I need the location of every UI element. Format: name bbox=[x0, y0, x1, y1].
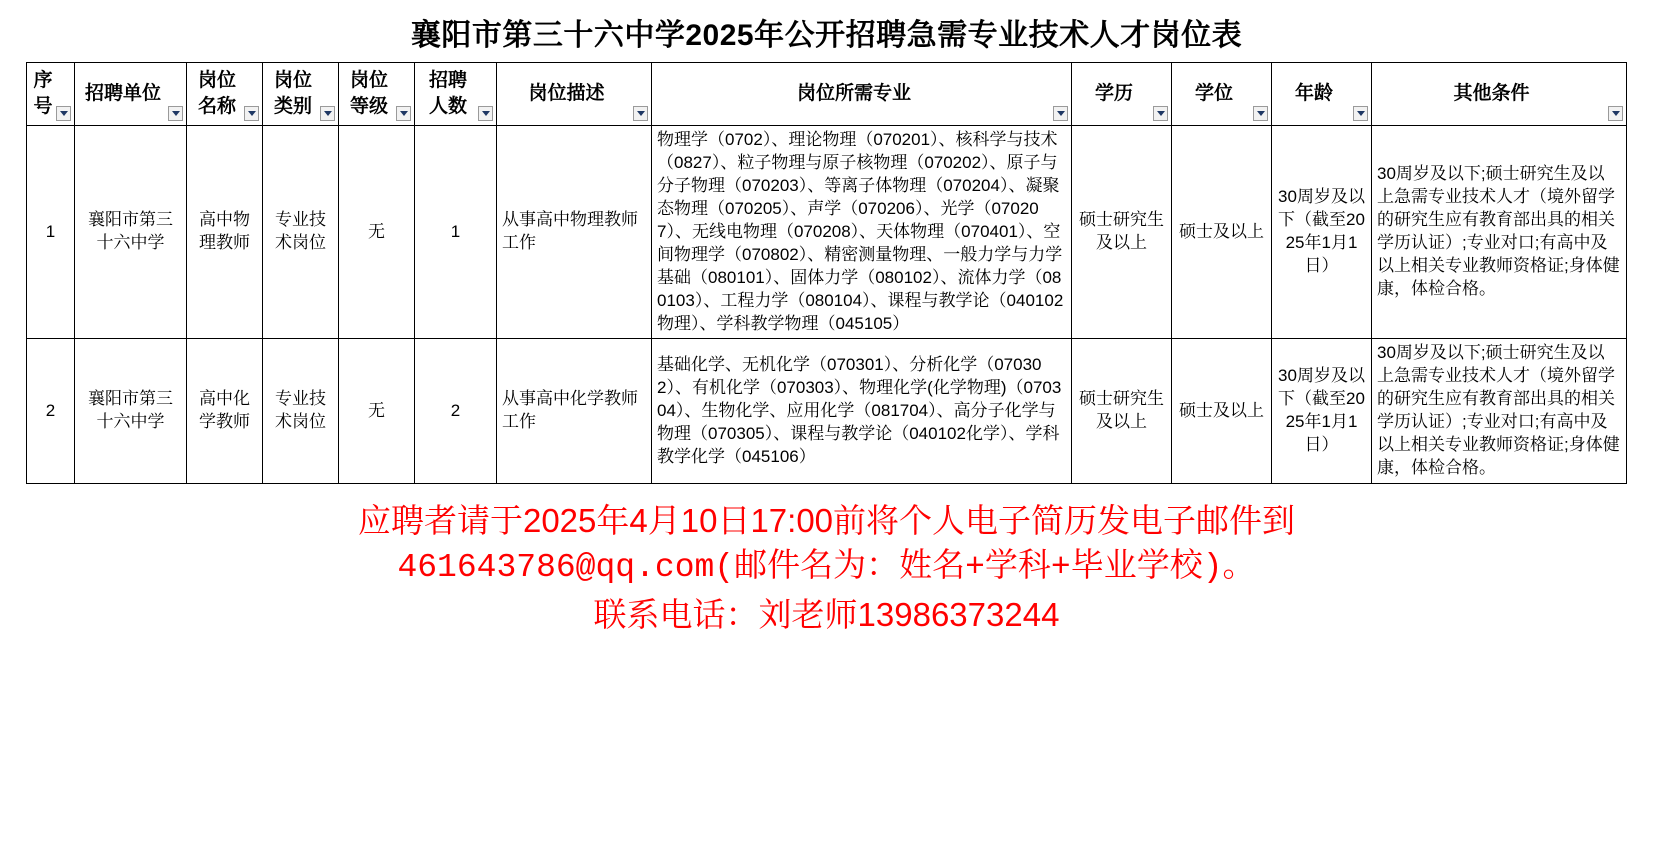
cell-position-name: 高中物理教师 bbox=[187, 126, 263, 339]
filter-dropdown-icon[interactable] bbox=[1153, 106, 1168, 121]
column-header-label: 岗位所需专业 bbox=[796, 83, 911, 105]
cell-position-level: 无 bbox=[339, 339, 415, 484]
column-header-majors bbox=[652, 63, 1072, 126]
notice-line-1: 应聘者请于2025年4月10日17:00前将个人电子简历发电子邮件到 bbox=[357, 502, 1296, 540]
cell-education: 硕士研究生及以上 bbox=[1072, 126, 1172, 339]
column-header-label: 学位 bbox=[1194, 83, 1233, 105]
cell-index: 1 bbox=[27, 126, 75, 339]
column-header-index bbox=[27, 63, 75, 126]
cell-other: 30周岁及以下;硕士研究生及以上急需专业技术人才（境外留学的研究生应有教育部出具的相关学历认证）;专业对口;有高中及以上相关专业教师资格证;身体健康，体检合格。 bbox=[1372, 339, 1627, 484]
column-header-description bbox=[497, 63, 652, 126]
cell-position-level: 无 bbox=[339, 126, 415, 339]
column-header-label: 序号 bbox=[33, 70, 53, 117]
column-header-position-name bbox=[187, 63, 263, 126]
column-header-label: 学历 bbox=[1094, 83, 1133, 105]
filter-dropdown-icon[interactable] bbox=[633, 106, 648, 121]
filter-dropdown-icon[interactable] bbox=[1608, 106, 1623, 121]
column-header-label: 年龄 bbox=[1294, 83, 1333, 105]
cell-degree: 硕士及以上 bbox=[1172, 126, 1272, 339]
cell-position-name: 高中化学教师 bbox=[187, 339, 263, 484]
column-header-education bbox=[1072, 63, 1172, 126]
column-header-headcount bbox=[415, 63, 497, 126]
page-title: 襄阳市第三十六中学2025年公开招聘急需专业技术人才岗位表 bbox=[410, 19, 1243, 52]
cell-degree: 硕士及以上 bbox=[1172, 339, 1272, 484]
table-header-row bbox=[27, 63, 1627, 126]
cell-majors: 物理学（0702）、理论物理（070201）、核科学与技术（0827）、粒子物理与原子核物理（070202）、原子与分子物理（070203）、等离子体物理（070204）、凝聚态物理（070205）、声学（070206）、光学（070207）、无线电物理（070208）、天体物理（070401）、空间物理学（070802）、精密测量物理、一般力学与力学基础（080101）、固体力学（080102）、流体力学（080103）、工程力学（080104）、课程与教学论（040102物理）、学科教学物理（045105） bbox=[652, 126, 1072, 339]
column-header-label: 岗位类别 bbox=[273, 70, 312, 117]
filter-dropdown-icon[interactable] bbox=[320, 106, 335, 121]
cell-description: 从事高中化学教师工作 bbox=[497, 339, 652, 484]
table-row bbox=[27, 126, 1627, 339]
column-header-label: 岗位描述 bbox=[528, 83, 605, 105]
cell-majors: 基础化学、无机化学（070301）、分析化学（070302）、有机化学（070303）、物理化学(化学物理)（070304）、生物化学、应用化学（081704）、高分子化学与物理（070305）、课程与教学论（040102化学）、学科教学化学（045106） bbox=[652, 339, 1072, 484]
filter-dropdown-icon[interactable] bbox=[168, 106, 183, 121]
filter-dropdown-icon[interactable] bbox=[1053, 106, 1068, 121]
filter-dropdown-icon[interactable] bbox=[244, 106, 259, 121]
column-header-other bbox=[1372, 63, 1627, 126]
column-header-position-level bbox=[339, 63, 415, 126]
cell-headcount: 1 bbox=[415, 126, 497, 339]
cell-age: 30周岁及以下（截至2025年1月1日） bbox=[1272, 339, 1372, 484]
table-row bbox=[27, 339, 1627, 484]
column-header-age bbox=[1272, 63, 1372, 126]
column-header-unit bbox=[75, 63, 187, 126]
column-header-label: 其他条件 bbox=[1453, 83, 1530, 105]
column-header-degree bbox=[1172, 63, 1272, 126]
cell-headcount: 2 bbox=[415, 339, 497, 484]
cell-unit: 襄阳市第三十六中学 bbox=[75, 126, 187, 339]
application-notice bbox=[0, 498, 1653, 639]
cell-description: 从事高中物理教师工作 bbox=[497, 126, 652, 339]
cell-position-type: 专业技术岗位 bbox=[263, 126, 339, 339]
cell-unit: 襄阳市第三十六中学 bbox=[75, 339, 187, 484]
column-header-label: 招聘人数 bbox=[428, 70, 467, 117]
filter-dropdown-icon[interactable] bbox=[1353, 106, 1368, 121]
filter-dropdown-icon[interactable] bbox=[1253, 106, 1268, 121]
column-header-label: 招聘单位 bbox=[84, 83, 161, 105]
column-header-label: 岗位等级 bbox=[349, 70, 388, 117]
notice-line-2: 461643786@qq.com(邮件名为：姓名+学科+毕业学校)。 bbox=[397, 548, 1256, 586]
cell-education: 硕士研究生及以上 bbox=[1072, 339, 1172, 484]
filter-dropdown-icon[interactable] bbox=[396, 106, 411, 121]
column-header-label: 岗位名称 bbox=[197, 70, 236, 117]
cell-index: 2 bbox=[27, 339, 75, 484]
cell-other: 30周岁及以下;硕士研究生及以上急需专业技术人才（境外留学的研究生应有教育部出具的相关学历认证）;专业对口;有高中及以上相关专业教师资格证;身体健康，体检合格。 bbox=[1372, 126, 1627, 339]
cell-position-type: 专业技术岗位 bbox=[263, 339, 339, 484]
notice-line-3: 联系电话：刘老师13986373244 bbox=[593, 595, 1060, 633]
filter-dropdown-icon[interactable] bbox=[56, 106, 71, 121]
cell-age: 30周岁及以下（截至2025年1月1日） bbox=[1272, 126, 1372, 339]
filter-dropdown-icon[interactable] bbox=[478, 106, 493, 121]
job-positions-table bbox=[26, 62, 1627, 484]
column-header-position-type bbox=[263, 63, 339, 126]
